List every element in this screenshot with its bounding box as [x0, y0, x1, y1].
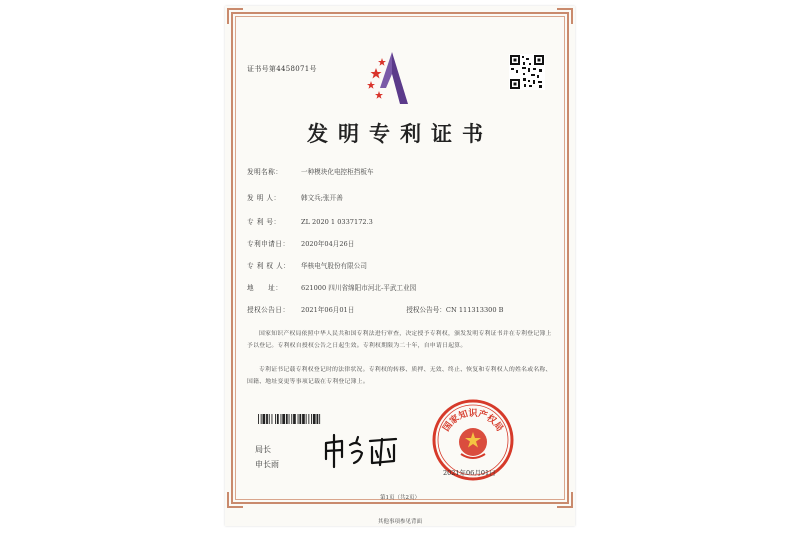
field-label: 专利申请日：	[247, 240, 290, 248]
qr-code-icon	[509, 54, 545, 90]
field-address	[247, 282, 416, 292]
certificate-number: 证书号第4458071号	[247, 65, 317, 73]
field-invention-name	[247, 166, 374, 176]
certificate-title: 发明专利证书	[307, 121, 493, 146]
field-value: 621000 四川省绵阳市河北-平武工业园	[301, 284, 417, 292]
footer-note: 其他事项参见背面	[377, 519, 422, 525]
field-value: CN 111313300 B	[445, 306, 504, 314]
page-number: 第1页（共2页）	[380, 495, 420, 501]
field-patentee	[247, 260, 367, 270]
field-value: 一种模块化电控柜挡板车	[301, 168, 374, 176]
field-value: 2021年06月01日	[301, 306, 355, 314]
field-label: 授权公告号：	[406, 306, 446, 314]
field-label: 地 址：	[247, 284, 283, 292]
seal-text: 国家知识产权局	[441, 409, 505, 434]
field-label: 专 利 权 人：	[247, 262, 291, 270]
director-title: 局长	[255, 445, 271, 454]
cnipa-logo-icon	[362, 48, 422, 108]
barcode-icon	[258, 414, 342, 424]
field-label: 专 利 号：	[247, 218, 281, 226]
field-label: 发 明 人：	[247, 194, 281, 202]
field-label: 授权公告日：	[247, 306, 290, 314]
field-label: 发明名称：	[247, 168, 283, 176]
certificate-page	[225, 6, 575, 526]
corner-ornament	[227, 8, 243, 24]
legal-paragraph-2: 专利证书记载专利权登记时的法律状况。专利权的转移、质押、无效、终止、恢复和专利权人的姓名或名称、国籍、地址变更等事项记载在专利登记簿上。	[247, 367, 552, 385]
field-patent-number	[247, 216, 373, 226]
seal-date: 2021年06月01日	[443, 469, 496, 477]
field-application-date	[247, 238, 354, 248]
field-value: 华核电气股份有限公司	[301, 262, 367, 270]
director-name: 申长雨	[255, 460, 279, 469]
field-value: ZL 2020 1 0337172.3	[301, 218, 373, 226]
corner-ornament	[557, 8, 573, 24]
field-grant-date	[247, 304, 504, 314]
field-inventor	[247, 192, 343, 202]
field-value: 韩文兵;张开善	[301, 194, 343, 202]
director-signature-icon	[320, 431, 402, 471]
legal-paragraph-1: 国家知识产权局依照中华人民共和国专利法进行审查，决定授予专利权，颁发发明专利证书并在专利登记簿上予以登记。专利权自授权公告之日起生效。专利权期限为二十年，自申请日起算。	[247, 331, 552, 349]
field-value: 2020年04月26日	[301, 240, 355, 248]
